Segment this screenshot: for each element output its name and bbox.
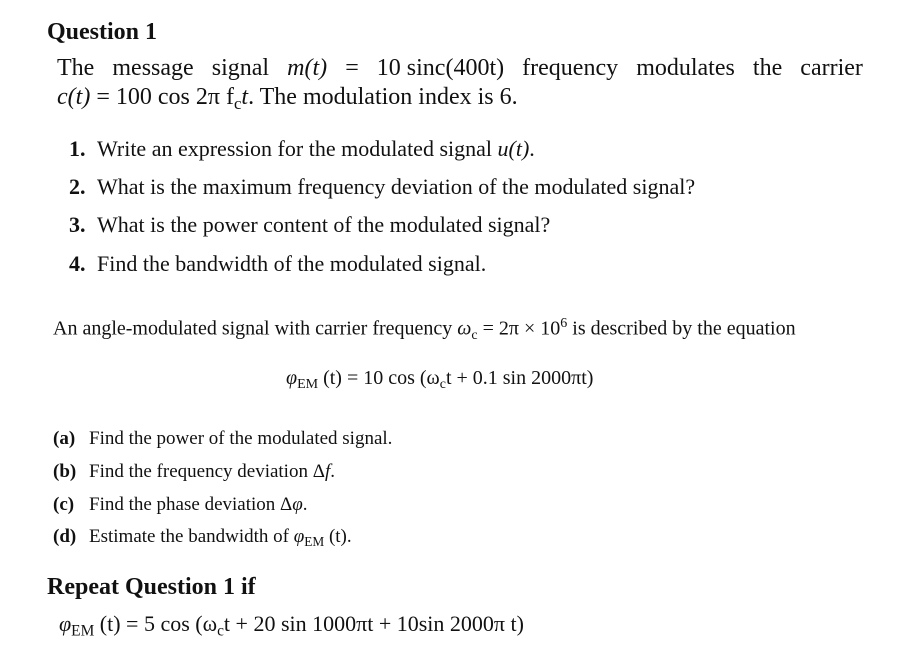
part-end: . — [302, 494, 308, 515]
item-text: What is the power content of the modulated signal? — [97, 212, 551, 237]
omega-subscript: c — [439, 377, 446, 393]
repeat-equation — [59, 611, 524, 641]
word: message — [112, 55, 194, 81]
part-text: Find the phase deviation Δ — [89, 494, 293, 515]
question-1-intro-line-2 — [57, 84, 518, 114]
phi-symbol: φ — [286, 367, 298, 389]
item-text: Write an expression for the modulated signal — [97, 136, 498, 161]
word: carrier — [800, 55, 863, 81]
part-text: Find the frequency deviation Δ — [89, 461, 325, 482]
word: modulates — [636, 55, 735, 81]
part-end: . — [330, 461, 335, 482]
question-1-item — [69, 251, 486, 277]
part-label: (d) — [53, 526, 77, 547]
omega-subscript: c — [217, 622, 224, 640]
omega-subscript: c — [471, 327, 478, 343]
equation-lhs: (t) = 5 cos (ω — [94, 611, 218, 636]
repeat-question-title: Repeat Question 1 if — [47, 574, 256, 600]
equation-lhs: (t) = 10 cos (ω — [318, 367, 440, 389]
question-2-part — [53, 428, 392, 450]
word: signal — [211, 55, 270, 81]
word: the — [752, 55, 783, 81]
message-expression: 10 sinc(400t) — [376, 55, 505, 81]
question-2-part — [53, 526, 352, 550]
carrier-frequency-value: = 2π × 10 — [477, 317, 561, 340]
frequency-exponent: 6 — [560, 316, 568, 331]
part-text: Find the power of the modulated signal. — [89, 428, 393, 449]
part-label: (a) — [53, 428, 76, 449]
question-1-item — [69, 136, 535, 162]
modulation-index-text: . The modulation index is 6. — [248, 84, 518, 110]
question-1-intro-line-1 — [57, 55, 863, 82]
equation-rhs: t + 0.1 sin 2000πt) — [445, 367, 594, 389]
part-label: (b) — [53, 461, 77, 482]
equation-rhs: t + 20 sin 1000πt + 10sin 2000π t) — [223, 611, 524, 636]
word: The — [57, 55, 95, 81]
equals-sign: = — [345, 55, 359, 81]
carrier-function: c(t) — [57, 84, 91, 110]
item-number: 3. — [69, 212, 86, 237]
phi-subscript: EM — [297, 377, 319, 393]
carrier-expression: = 100 cos 2π f — [96, 84, 234, 110]
item-text: What is the maximum frequency deviation of the modulated signal? — [97, 174, 696, 199]
item-number: 4. — [69, 251, 86, 276]
intro-text: An angle-modulated signal with carrier frequency — [53, 317, 458, 340]
item-text: Find the bandwidth of the modulated signal. — [97, 251, 487, 276]
question-2-intro — [53, 316, 796, 344]
question-2-part — [53, 461, 335, 483]
word: frequency — [522, 55, 619, 81]
part-math-subscript: EM — [304, 533, 325, 549]
message-function: m(t) — [287, 55, 328, 81]
intro-end: is described by the equation — [567, 317, 796, 340]
question-2-part — [53, 494, 308, 516]
part-text: Estimate the bandwidth of — [89, 526, 294, 547]
part-math: f — [324, 461, 331, 482]
question-1-title: Question 1 — [47, 19, 158, 45]
item-number: 1. — [69, 136, 86, 161]
question-1-item — [69, 212, 550, 238]
question-1-item — [69, 174, 695, 200]
part-label: (c) — [53, 494, 75, 515]
item-math: u(t) — [497, 136, 530, 161]
item-end: . — [529, 136, 535, 161]
carrier-subscript: c — [233, 94, 242, 114]
part-math: φ — [292, 494, 303, 515]
phi-subscript: EM — [71, 622, 95, 640]
phi-symbol: φ — [59, 611, 72, 636]
part-end: (t). — [324, 526, 352, 547]
carrier-t: t — [241, 84, 249, 110]
item-number: 2. — [69, 174, 86, 199]
part-math: φ — [293, 526, 305, 547]
omega-symbol: ω — [457, 317, 472, 340]
angle-modulated-equation — [286, 367, 593, 393]
